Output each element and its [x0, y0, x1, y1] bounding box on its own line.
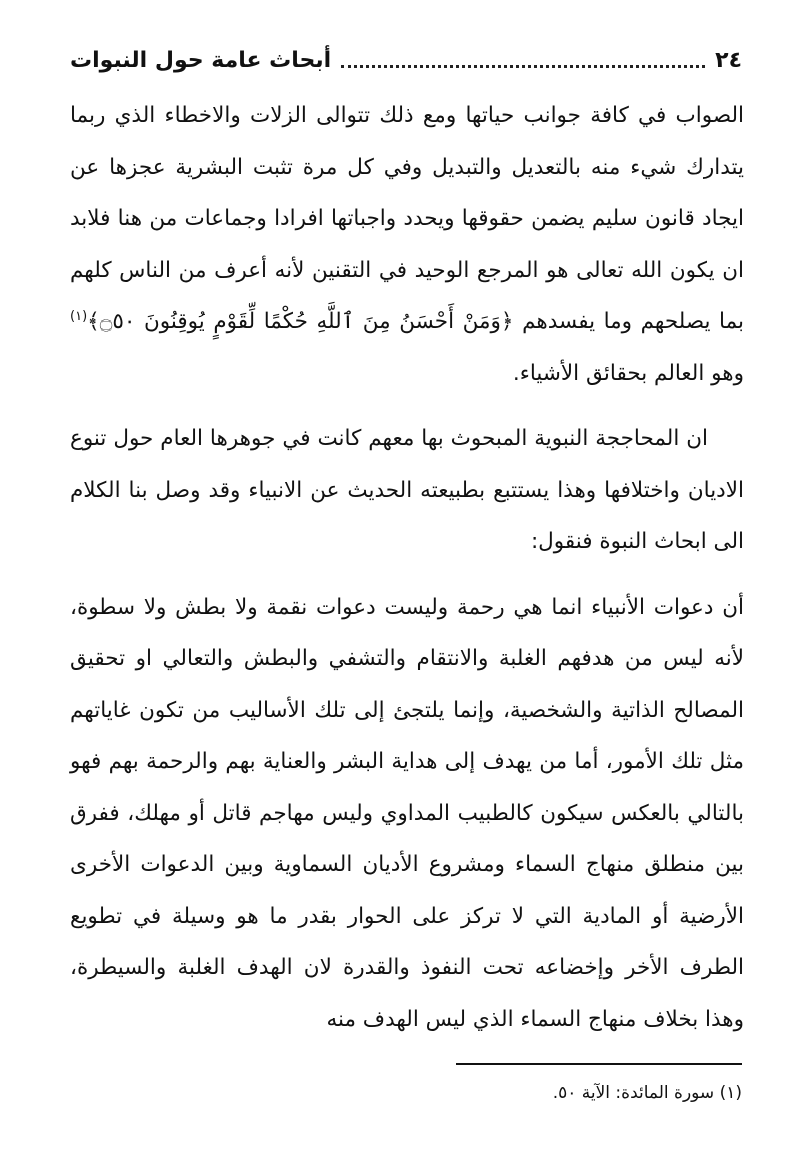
quran-verse: ﴿وَمَنْ أَحْسَنُ مِنَ ٱللَّهِ حُكْمًا لِّقَوْمٍ يُوقِنُونَ ۝٥٠﴾: [87, 309, 514, 334]
running-title: أبحاث عامة حول النبوات: [70, 47, 332, 73]
page-header: [70, 38, 742, 82]
footnote-reference: (١): [70, 308, 88, 324]
footnote-divider: [456, 1063, 742, 1065]
paragraph-2-text: ان المحاججة النبوية المبحوث بها معهم كانت في جوهرها العام حول تنوع الاديان واختلافها وهذا يستتبع بطبيعته الحديث عن الانبياء وقد وصل بنا الكلام الى ابحاث النبوة فنقول:: [70, 426, 744, 554]
paragraph-2: [70, 413, 744, 568]
page-number: ٢٤: [715, 47, 742, 73]
paragraph-1: [70, 90, 744, 399]
header-dotted-leader: [341, 65, 705, 68]
footnote: (١) سورة المائدة: الآية ٥٠.: [552, 1083, 742, 1103]
paragraph-3: [70, 582, 744, 1046]
paragraph-1-text-end: وهو العالم بحقائق الأشياء.: [512, 360, 744, 386]
body-text: [70, 90, 744, 1045]
paragraph-3-text: أن دعوات الأنبياء انما هي رحمة وليست دعوات نقمة ولا بطش ولا سطوة، لأنه ليس من هدفهم الغلبة والانتقام والتشفي والبطش والتعالي او تحقيق المصالح الذاتية والشخصية، وإنما يلتجئ إلى تلك الأساليب من تكون غاياتهم مثل تلك الأمور، أما من يهدف إلى هداية البشر والعناية بهم والرحمة بهم فهو بالتالي بالعكس سيكون كالطبيب المداوي وليس مهاجم قاتل أو مهلك، ففرق بين منطلق منهاج السماء ومشروع الأديان السماوية وبين الدعوات الأخرى الأرضية أو المادية التي لا تركز على الحوار بقدر ما هو وسيلة في تطويع الطرف الأخر وإخضاعه تحت النفوذ والقدرة لان الهدف الغلبة والسيطرة، وهذا بخلاف منهاج السماء الذي ليس الهدف منه: [70, 594, 744, 1032]
paragraph-1-text: الصواب في كافة جوانب حياتها ومع ذلك تتوالى الزلات والاخطاء الذي ربما يتدارك شيء منه بالتعديل والتبديل وفي كل مرة تثبت البشرية عجزها عن ايجاد قانون سليم يضمن حقوقها ويحدد واجباتها افرادا وجماعات من هنا فلابد ان يكون الله تعالى هو المرجع الوحيد في التقنين لأنه أعرف من الناس كلهم بما يصلحهم وما يفسدهم: [70, 103, 745, 334]
